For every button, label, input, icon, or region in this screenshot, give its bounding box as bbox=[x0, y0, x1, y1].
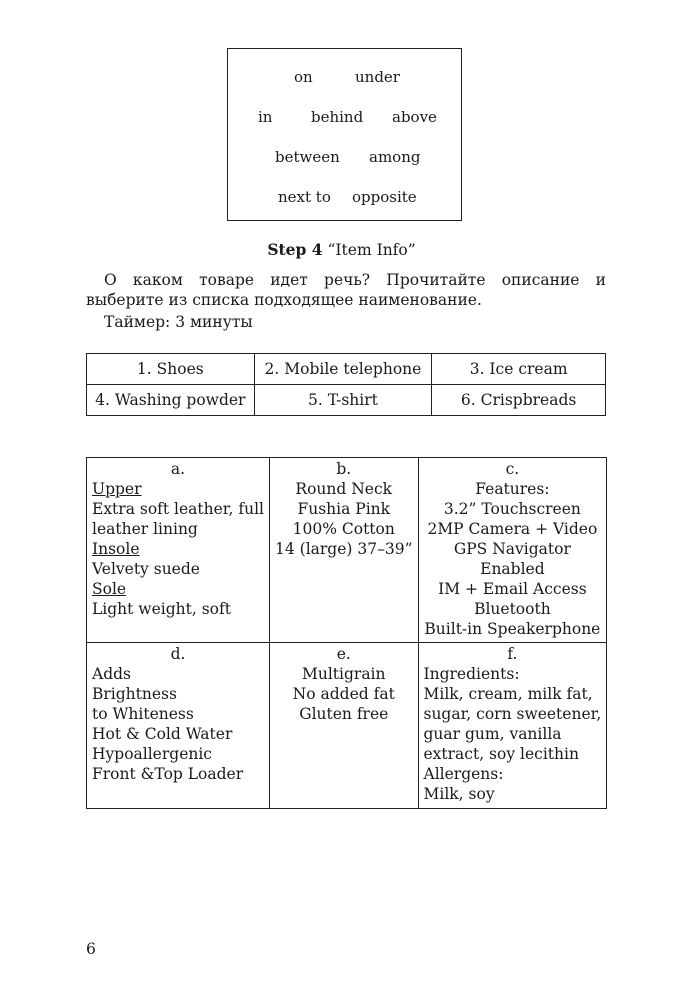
desc-line: extract, soy lecithin bbox=[423, 745, 579, 763]
desc-line: Multigrain bbox=[301, 665, 386, 683]
table-row bbox=[87, 643, 607, 809]
description-f bbox=[418, 643, 607, 809]
word-on: on bbox=[294, 68, 313, 86]
desc-line: Front &Top Loader bbox=[92, 765, 244, 783]
step-title: “Item Info” bbox=[327, 241, 416, 259]
desc-line: Enabled bbox=[480, 560, 545, 578]
letter-c: c. bbox=[505, 460, 520, 478]
table-row bbox=[87, 354, 606, 385]
desc-line: to Whiteness bbox=[92, 705, 194, 723]
desc-line: Upper bbox=[92, 480, 142, 498]
description-a bbox=[87, 458, 270, 643]
letter-f: f. bbox=[507, 645, 518, 663]
word-between: between bbox=[275, 148, 340, 166]
description-d bbox=[87, 643, 270, 809]
word-next-to: next to bbox=[278, 188, 331, 206]
word-under: under bbox=[355, 68, 400, 86]
desc-line: leather lining bbox=[92, 520, 198, 538]
letter-a: a. bbox=[170, 460, 186, 478]
desc-line: Fushia Pink bbox=[297, 500, 391, 518]
desc-line: Milk, cream, milk fat, bbox=[423, 685, 593, 703]
instruction-paragraph: О каком товаре идет речь? Прочитайте описание и выберите из списка подходящее наименование. bbox=[86, 271, 606, 309]
desc-line: Gluten free bbox=[299, 705, 389, 723]
description-b bbox=[270, 458, 419, 643]
desc-line: Bluetooth bbox=[474, 600, 551, 618]
desc-line: Round Neck bbox=[295, 480, 393, 498]
word-above: above bbox=[392, 108, 437, 126]
options-table bbox=[86, 353, 606, 416]
option-cell: 4. Washing powder bbox=[87, 385, 255, 416]
desc-line: 2MP Camera + Video bbox=[427, 520, 598, 538]
desc-line: Insole bbox=[92, 540, 140, 558]
desc-line: Hypoallergenic bbox=[92, 745, 212, 763]
page-number: 6 bbox=[86, 940, 96, 958]
desc-line: Adds bbox=[92, 665, 131, 683]
desc-line: 100% Cotton bbox=[292, 520, 395, 538]
description-c bbox=[418, 458, 607, 643]
descriptions-table bbox=[86, 457, 607, 809]
step-heading bbox=[0, 240, 683, 260]
step-label: Step 4 bbox=[267, 240, 323, 259]
desc-line: sugar, corn sweetener, bbox=[423, 705, 602, 723]
desc-line: No added fat bbox=[292, 685, 395, 703]
word-in: in bbox=[258, 108, 273, 126]
desc-line: Velvety suede bbox=[92, 560, 200, 578]
word-opposite: opposite bbox=[352, 188, 417, 206]
letter-b: b. bbox=[336, 460, 352, 478]
desc-line: GPS Navigator bbox=[453, 540, 571, 558]
desc-line: Allergens: bbox=[423, 765, 504, 783]
table-row bbox=[87, 385, 606, 416]
desc-line: Hot & Cold Water bbox=[92, 725, 233, 743]
timer-text: Таймер: 3 минуты bbox=[104, 313, 253, 331]
desc-line: Extra soft leather, full bbox=[92, 500, 264, 518]
table-row bbox=[87, 458, 607, 643]
preposition-box bbox=[227, 48, 462, 221]
desc-line: guar gum, vanilla bbox=[423, 725, 562, 743]
desc-line: Milk, soy bbox=[423, 785, 495, 803]
desc-line: Built-in Speakerphone bbox=[424, 620, 601, 638]
option-cell: 5. T-shirt bbox=[254, 385, 432, 416]
desc-line: Light weight, soft bbox=[92, 600, 231, 618]
word-among: among bbox=[369, 148, 421, 166]
option-cell: 2. Mobile telephone bbox=[254, 354, 432, 385]
letter-d: d. bbox=[170, 645, 186, 663]
option-cell: 6. Crispbreads bbox=[432, 385, 606, 416]
description-e bbox=[270, 643, 419, 809]
letter-e: e. bbox=[336, 645, 351, 663]
option-cell: 1. Shoes bbox=[87, 354, 255, 385]
desc-line: 14 (large) 37–39” bbox=[275, 540, 413, 558]
desc-line: Brightness bbox=[92, 685, 177, 703]
desc-line: IM + Email Access bbox=[438, 580, 587, 598]
desc-line: Sole bbox=[92, 580, 127, 598]
desc-line: Ingredients: bbox=[423, 665, 520, 683]
desc-line: 3.2” Touchscreen bbox=[443, 500, 581, 518]
desc-line: Features: bbox=[475, 480, 550, 498]
word-behind: behind bbox=[311, 108, 364, 126]
option-cell: 3. Ice cream bbox=[432, 354, 606, 385]
